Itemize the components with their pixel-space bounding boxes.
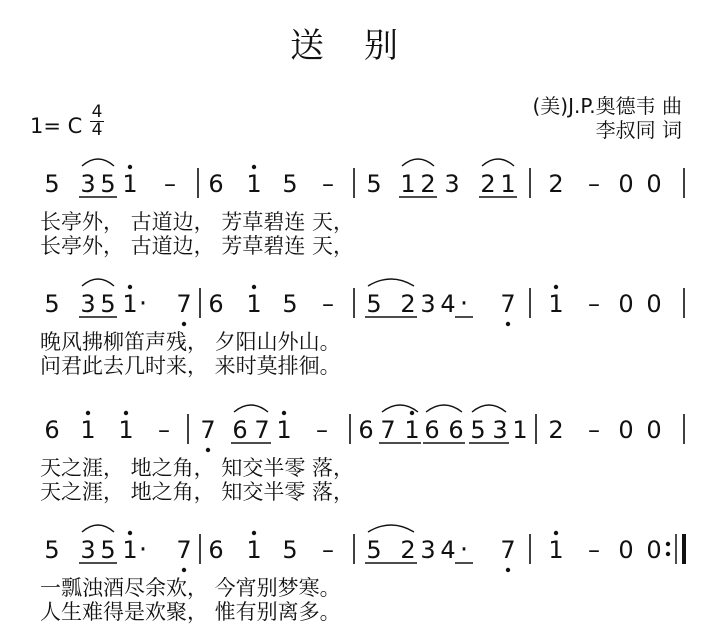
note: 0	[618, 416, 634, 444]
note: 7	[500, 290, 516, 318]
note: 1	[548, 290, 564, 318]
slur-arc	[82, 279, 114, 286]
note: 2	[480, 170, 496, 198]
dash-extension: –	[588, 170, 600, 198]
lyric-line-4-verse-1: 一瓢浊酒尽余欢， 今宵别梦寒。	[40, 576, 341, 600]
note: 0	[646, 290, 662, 318]
lyric-line-1-verse-2: 长亭外， 古道边， 芳草碧连 天，	[40, 234, 355, 258]
note: 6	[448, 416, 464, 444]
high-octave-dot	[252, 165, 256, 169]
note: 1	[122, 536, 138, 564]
note: 6	[208, 536, 224, 564]
slur-arc	[482, 159, 514, 166]
note: 3	[420, 536, 436, 564]
note: 5	[366, 536, 382, 564]
high-octave-dot	[124, 411, 128, 415]
slur-arc	[234, 405, 268, 412]
note: 5	[282, 290, 298, 318]
note: 1	[500, 170, 516, 198]
low-octave-dot	[506, 568, 510, 572]
dash-extension: –	[588, 290, 600, 318]
high-octave-dot	[554, 285, 558, 289]
high-octave-dot	[252, 531, 256, 535]
note: 1	[404, 416, 420, 444]
note: 3	[80, 536, 96, 564]
note: 5	[282, 536, 298, 564]
note: 6	[232, 416, 248, 444]
lyric-line-2-verse-2: 问君此去几时来， 来时莫排徊。	[40, 354, 341, 378]
slur-arc	[368, 279, 414, 286]
high-octave-dot	[128, 165, 132, 169]
note: 0	[646, 416, 662, 444]
dash-extension: –	[322, 536, 334, 564]
note: 1	[246, 170, 262, 198]
note: 6	[208, 290, 224, 318]
time-denominator: 4	[91, 120, 103, 140]
lyric-line-4-verse-2: 人生难得是欢聚， 惟有别离多。	[40, 600, 341, 624]
note: 2	[420, 170, 436, 198]
high-octave-dot	[252, 285, 256, 289]
note: 4	[440, 536, 456, 564]
song-title: 送别	[290, 26, 438, 66]
note: 3	[80, 290, 96, 318]
note: 7	[176, 290, 192, 318]
note: 0	[646, 536, 662, 564]
note: 1	[276, 416, 292, 444]
slur-arc	[402, 159, 434, 166]
note: 1	[80, 416, 96, 444]
lyric-line-2-verse-1: 晚风拂柳笛声残， 夕阳山外山。	[40, 330, 341, 354]
high-octave-dot	[86, 411, 90, 415]
note: 5	[100, 170, 116, 198]
note: 7	[500, 536, 516, 564]
dotted-rhythm: ·	[138, 289, 148, 319]
lyric-line-1-verse-1: 长亭外， 古道边， 芳草碧连 天，	[40, 210, 355, 234]
note: 3	[80, 170, 96, 198]
note: 3	[444, 170, 460, 198]
note: 1	[400, 170, 416, 198]
note: 6	[44, 416, 60, 444]
note: 5	[44, 170, 60, 198]
note: 5	[470, 416, 486, 444]
lyric-line-3-verse-2: 天之涯， 地之角， 知交半零 落，	[40, 480, 355, 504]
high-octave-dot	[554, 531, 558, 535]
slur-arc	[368, 525, 414, 532]
note: 5	[100, 290, 116, 318]
high-octave-dot	[410, 411, 414, 415]
dash-extension: –	[588, 416, 600, 444]
slur-arc	[472, 405, 506, 412]
slur-arc	[426, 405, 462, 412]
note: 6	[208, 170, 224, 198]
note: 5	[44, 290, 60, 318]
dotted-rhythm: ·	[459, 289, 469, 319]
repeat-end-barline	[666, 534, 684, 564]
note: 1	[246, 290, 262, 318]
note: 5	[366, 290, 382, 318]
note: 7	[380, 416, 396, 444]
note: 2	[400, 536, 416, 564]
dotted-rhythm: ·	[138, 535, 148, 565]
note: 3	[492, 416, 508, 444]
note: 3	[420, 290, 436, 318]
note: 1	[118, 416, 134, 444]
composer-credit: (美)J.P.奥德韦 曲	[532, 94, 682, 118]
high-octave-dot	[282, 411, 286, 415]
note: 6	[424, 416, 440, 444]
key-signature: 1= C	[30, 114, 83, 138]
note: 5	[282, 170, 298, 198]
high-octave-dot	[128, 531, 132, 535]
note: 1	[122, 290, 138, 318]
note: 0	[618, 536, 634, 564]
note: 5	[366, 170, 382, 198]
dash-extension: –	[588, 536, 600, 564]
note: 0	[618, 170, 634, 198]
dash-extension: –	[164, 170, 176, 198]
dash-extension: –	[322, 290, 334, 318]
slur-arc	[82, 159, 114, 166]
note: 1	[548, 536, 564, 564]
note: 7	[176, 536, 192, 564]
dotted-rhythm: ·	[459, 535, 469, 565]
lyricist-credit: 李叔同 词	[595, 118, 682, 142]
time-numerator: 4	[91, 102, 103, 122]
note: 2	[400, 290, 416, 318]
dash-extension: –	[322, 170, 334, 198]
slur-arc	[82, 525, 114, 532]
note: 0	[646, 170, 662, 198]
note: 2	[548, 170, 564, 198]
note: 4	[440, 290, 456, 318]
note: 1	[512, 416, 528, 444]
note: 6	[358, 416, 374, 444]
lyric-line-3-verse-1: 天之涯， 地之角， 知交半零 落，	[40, 456, 355, 480]
note: 1	[122, 170, 138, 198]
note: 7	[200, 416, 216, 444]
note: 5	[44, 536, 60, 564]
note: 5	[100, 536, 116, 564]
dash-extension: –	[316, 416, 328, 444]
note: 2	[548, 416, 564, 444]
low-octave-dot	[506, 322, 510, 326]
note: 1	[246, 536, 262, 564]
note: 7	[254, 416, 270, 444]
dash-extension: –	[158, 416, 170, 444]
note: 0	[618, 290, 634, 318]
high-octave-dot	[128, 285, 132, 289]
